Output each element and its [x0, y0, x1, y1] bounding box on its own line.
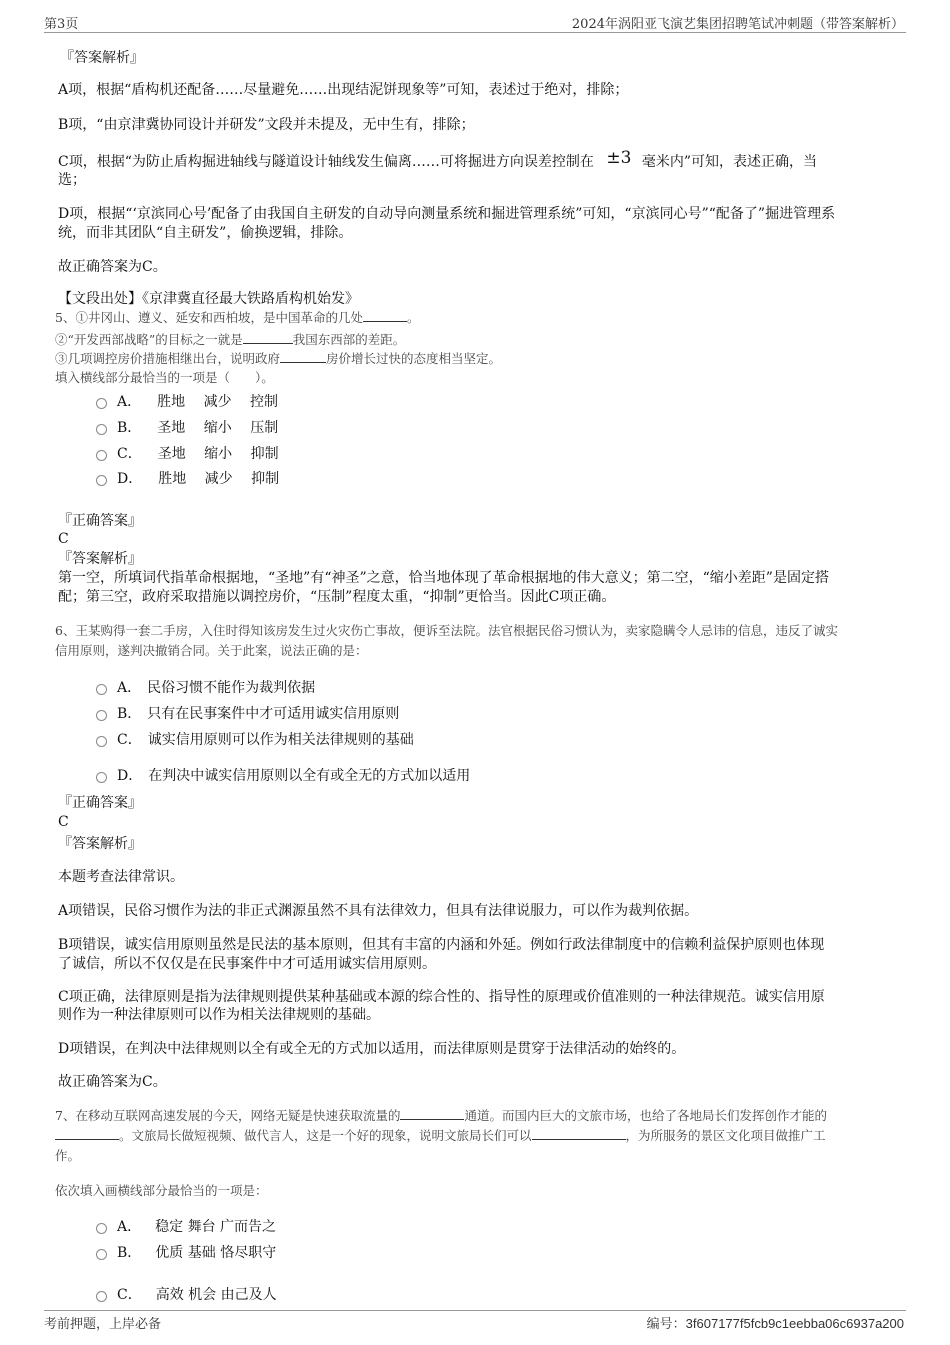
- q4-analysis-title: 『答案解析』: [60, 50, 144, 66]
- option-text: 圣地 缩小 压制: [157, 420, 279, 436]
- radio-icon[interactable]: [96, 398, 107, 409]
- q6-stem-line2: 信用原则，遂判决撤销合同。关于此案，说法正确的是：: [55, 643, 368, 658]
- option-text: 民俗习惯不能作为裁判依据: [147, 680, 316, 696]
- footer-divider: [44, 1310, 906, 1311]
- option-label: D．: [117, 768, 143, 784]
- q7-option-a[interactable]: [96, 1216, 276, 1236]
- option-text: 胜地 减少 抑制: [158, 471, 280, 487]
- q4-conclusion: 故正确答案为C。: [58, 259, 167, 275]
- q4-analysis-c-text: C项，根据“为防止盾构掘进轴线与隧道设计轴线发生偏离……可将掘进方向误差控制在: [58, 154, 594, 170]
- q5-blank-1: [363, 308, 407, 322]
- option-text: 优质 基础 恪尽职守: [155, 1245, 277, 1261]
- radio-icon[interactable]: [96, 710, 107, 721]
- option-label: B．: [117, 1245, 142, 1261]
- q6-answer: C: [58, 814, 69, 830]
- q6-analysis-title: 『答案解析』: [58, 836, 142, 852]
- q5-prompt: 填入横线部分最恰当的一项是（ ）。: [55, 370, 274, 385]
- option-label: A．: [117, 680, 142, 696]
- header-divider: [44, 32, 906, 33]
- q5-stem-text: ②“开发西部战略”的目标之一就是: [55, 332, 243, 347]
- radio-icon[interactable]: [96, 450, 107, 461]
- radio-icon[interactable]: [96, 1249, 107, 1260]
- q6-analysis-b-line1: B项错误，诚实信用原则虽然是民法的基本原则，但其有丰富的内涵和外延。例如行政法律制度中的信赖利益保护原则也体现: [58, 937, 825, 953]
- option-text: 诚实信用原则可以作为相关法律规则的基础: [147, 732, 414, 748]
- q5-blank-3: [280, 349, 326, 363]
- q6-option-b[interactable]: [96, 703, 399, 723]
- option-label: D．: [117, 471, 143, 487]
- q5-option-a[interactable]: [96, 391, 278, 411]
- q5-stem-text: 我国东西部的差距。: [292, 332, 406, 347]
- q4-analysis-a: A项，根据“盾构机还配备……尽量避免……出现结泥饼现象等”可知，表述过于绝对，排除；: [58, 82, 629, 98]
- q5-analysis-title: 『答案解析』: [58, 551, 142, 567]
- option-label: A．: [117, 1219, 142, 1235]
- document-title: 2024年涡阳亚飞演艺集团招聘笔试冲刺题（带答案解析）: [571, 17, 904, 32]
- q5-stem-line1: [55, 307, 419, 329]
- q4-analysis-d-line2: 统，而非其团队“自主研发”，偷换逻辑，排除。: [58, 225, 353, 241]
- q4-analysis-c-text-2: 毫米内”可知，表述正确，当: [641, 154, 818, 170]
- option-label: B．: [117, 420, 142, 436]
- q5-blank-2: [243, 330, 293, 344]
- option-text: 只有在民事案件中才可适用诚实信用原则: [147, 706, 400, 722]
- option-text: 圣地 缩小 抑制: [157, 446, 279, 462]
- option-text: 胜地 减少 控制: [157, 394, 279, 410]
- radio-icon[interactable]: [96, 772, 107, 783]
- option-text: 稳定 舞台 广而告之: [155, 1219, 277, 1235]
- q5-option-c[interactable]: [96, 443, 279, 463]
- q5-answer: C: [58, 531, 69, 547]
- q7-stem-text: ，为所服务的景区文化项目做推广工: [625, 1128, 826, 1143]
- q7-stem-line2: [55, 1125, 826, 1147]
- page-number: 第3页: [44, 17, 79, 32]
- q7-stem-line3: 作。: [55, 1148, 81, 1163]
- radio-icon[interactable]: [96, 736, 107, 747]
- q7-blank-3: [532, 1126, 626, 1140]
- option-label: C．: [117, 1287, 142, 1303]
- q4-math-expression: ±3: [606, 148, 632, 168]
- option-label: A．: [117, 394, 142, 410]
- option-text: 高效 机会 由己及人: [155, 1287, 277, 1303]
- q6-analysis-d: D项错误，在判决中法律规则以全有或全无的方式加以适用，而法律原则是贯穿于法律活动的始终的。: [58, 1041, 686, 1057]
- q5-answer-title: 『正确答案』: [58, 513, 142, 529]
- q7-stem-text: 7、在移动互联网高速发展的今天，网络无疑是快速获取流量的: [55, 1108, 401, 1123]
- q6-option-c[interactable]: [96, 729, 414, 749]
- q5-stem-text: 5、①井冈山、遵义、延安和西柏坡，是中国革命的几处: [55, 310, 363, 325]
- q7-blank-2: [55, 1126, 119, 1140]
- q5-option-b[interactable]: [96, 417, 278, 437]
- q5-analysis-line1: 第一空，所填词代指革命根据地，“圣地”有“神圣”之意，恰当地体现了革命根据地的伟大意义；第二空，“缩小差距”是固定搭: [58, 570, 829, 586]
- q5-stem-text: 房价增长过快的态度相当坚定。: [326, 351, 502, 366]
- radio-icon[interactable]: [96, 684, 107, 695]
- q6-answer-title: 『正确答案』: [58, 795, 142, 811]
- q6-analysis-intro: 本题考查法律常识。: [58, 869, 184, 885]
- footer-code: [647, 1313, 904, 1332]
- footer-code-value: 3f607177f5fcb9c1eebba06c6937a200: [685, 1316, 904, 1331]
- q4-analysis-d-line1: D项，根据“‘京滨同心号’配备了由我国自主研发的自动导向测量系统和掘进管理系统”可知，“京滨同心号”“配备了”掘进管理系: [58, 206, 836, 222]
- q6-analysis-b-line2: 了诚信，所以不仅仅是在民事案件中才可适用诚实信用原则。: [58, 956, 436, 972]
- q4-source: 【文段出处】《京津冀直径最大铁路盾构机始发》: [58, 291, 359, 307]
- radio-icon[interactable]: [96, 1291, 107, 1302]
- q6-analysis-c-line1: C项正确，法律原则是指为法律规则提供某种基础或本源的综合性的、指导性的原理或价值准则的一种法律规范。诚实信用原: [58, 989, 825, 1005]
- q7-option-c[interactable]: [96, 1284, 277, 1304]
- q5-option-d[interactable]: [96, 468, 279, 488]
- q7-option-b[interactable]: [96, 1242, 276, 1262]
- option-label: B．: [117, 706, 142, 722]
- q7-stem-line1: [55, 1105, 827, 1127]
- q5-stem-text: ③几项调控房价措施相继出台，说明政府: [55, 351, 281, 366]
- q4-analysis-c-line2: 选；: [58, 172, 86, 188]
- q6-analysis-a: A项错误，民俗习惯作为法的非正式渊源虽然不具有法律效力，但具有法律说服力，可以作为裁判依据。: [58, 903, 699, 919]
- q6-conclusion: 故正确答案为C。: [58, 1074, 167, 1090]
- option-label: C．: [117, 732, 142, 748]
- q7-prompt: 依次填入画横线部分最恰当的一项是：: [55, 1183, 268, 1198]
- option-text: 在判决中诚实信用原则以全有或全无的方式加以适用: [148, 768, 471, 784]
- footer-code-label: 编号：: [646, 1317, 686, 1332]
- q6-option-a[interactable]: [96, 677, 315, 697]
- option-label: C．: [117, 446, 142, 462]
- q4-analysis-b: B项，“由京津冀协同设计并研发”文段并未提及，无中生有，排除；: [58, 117, 475, 133]
- q4-analysis-c-line1: [58, 148, 818, 172]
- radio-icon[interactable]: [96, 1223, 107, 1234]
- footer-slogan: 考前押题，上岸必备: [44, 1317, 162, 1332]
- q7-stem-text: 。文旅局长做短视频、做代言人，这是一个好的现象，说明文旅局长们可以: [119, 1128, 532, 1143]
- q7-blank-1: [400, 1106, 464, 1120]
- radio-icon[interactable]: [96, 475, 107, 486]
- q5-analysis-line2: 配；第三空，政府采取措施以调控房价，“压制”程度太重，“抑制”更恰当。因此C项正确。: [58, 589, 616, 605]
- q6-analysis-c-line2: 则作为一种法律原则可以作为相关法律规则的基础。: [58, 1007, 380, 1023]
- radio-icon[interactable]: [96, 424, 107, 435]
- q6-stem-line1: 6、王某购得一套二手房，入住时得知该房发生过火灾伤亡事故，便诉至法院。法官根据民俗习惯认为，卖家隐瞒令人忌讳的信息，违反了诚实: [55, 623, 838, 638]
- q5-stem-end: 。: [406, 310, 420, 325]
- q6-option-d[interactable]: [96, 765, 470, 785]
- q7-stem-text: 通道。而国内巨大的文旅市场，也给了各地局长们发挥创作才能的: [464, 1108, 827, 1123]
